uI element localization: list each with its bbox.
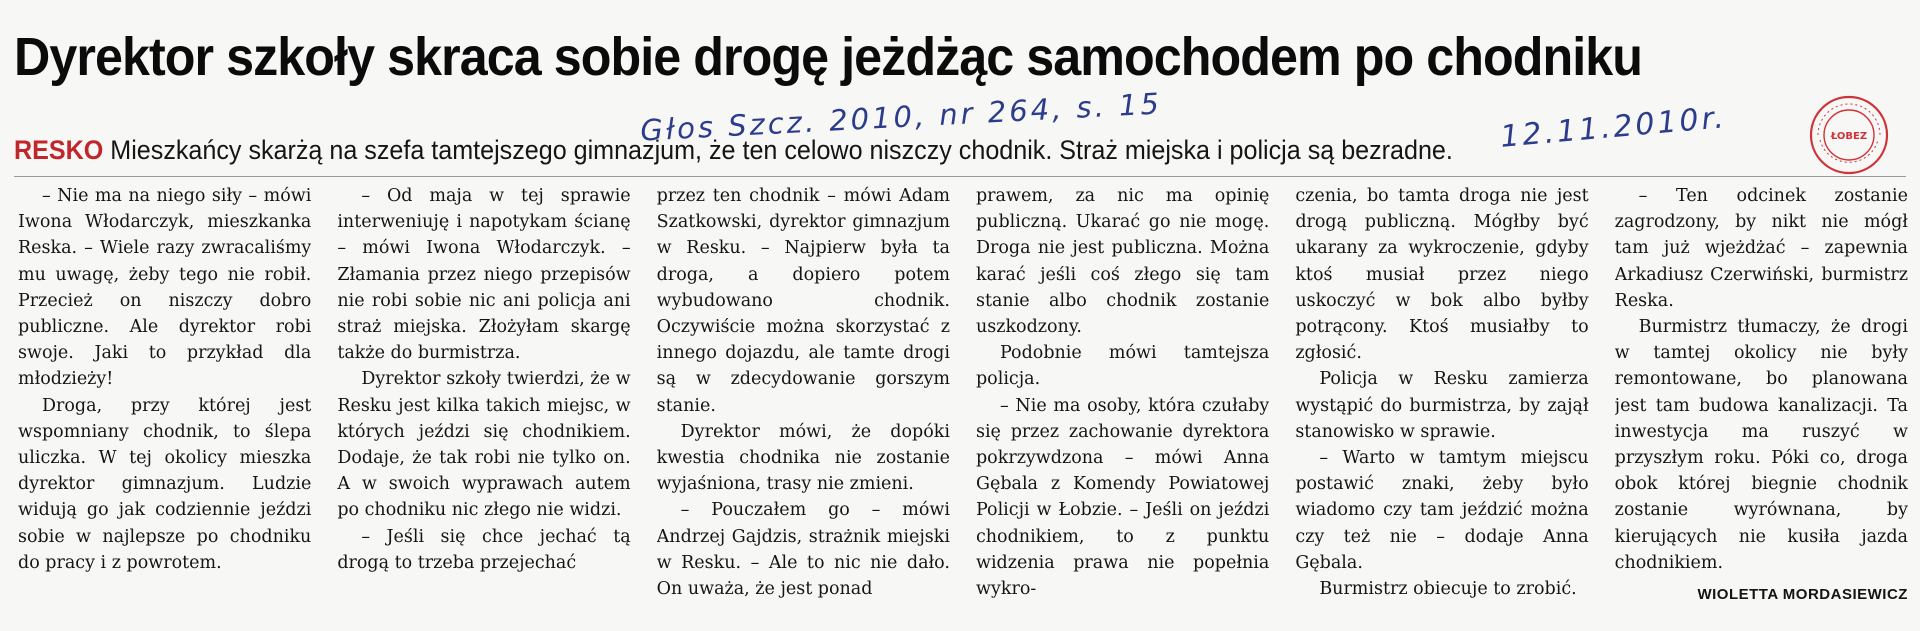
article-body bbox=[18, 183, 1908, 623]
article-paragraph: – Ten odcinek zostanie zagrodzony, by nikt nie mógł tam już wjeżdżać – zapewnia Arkadiusz Czerwiński, burmistrz Reska. bbox=[1614, 186, 1908, 311]
library-stamp-icon bbox=[1808, 94, 1890, 176]
article-paragraph: – Nie ma osoby, która czułaby się przez zachowanie dyrektora pokrzywdzona – mówi Anna Gębala z Komendy Powiatowej Policji w Łobzie. – Jeśli on jeździ chodnikiem, to z punktu widzenia prawa nie popełnia wykro- bbox=[975, 395, 1270, 600]
article-lede-text: Mieszkańcy skarżą na szefa tamtejszego gimnazjum, że ten celowo niszczy chodnik. Straż miejska i policja są bezradne. bbox=[110, 135, 1453, 165]
article-column-6 bbox=[1615, 183, 1908, 623]
stamp-label: ŁOBEZ bbox=[1830, 131, 1868, 142]
handwritten-source-note: Głos Szcz. 2010, nr 264, s. 15 bbox=[639, 86, 1163, 148]
article-paragraph: Policja w Resku zamierza wystąpić do burmistrza, by zajął stanowisko w sprawie. bbox=[1295, 369, 1589, 442]
article-paragraph: Burmistrz tłumaczy, że drogi w tamtej okolicy nie były remontowane, bo planowana jest tam budowa kanalizacji. Ta inwestycja ma ruszyć w przyszłym roku. Póki co, droga obok której biegnie chodnik zostanie wyrównana, by kierujących nie kusiła jazda chodnikiem. bbox=[1614, 317, 1908, 573]
article-paragraph: – Jeśli się chce jechać tą drogą to trzeba przejechać bbox=[337, 526, 631, 573]
article-headline: Dyrektor szkoły skraca sobie drogę jeżdżąc samochodem po chodniku bbox=[14, 27, 1643, 87]
divider bbox=[14, 176, 1906, 177]
article-paragraph: – Od maja w tej sprawie interweniuję i napotykam ścianę – mówi Iwona Włodarczyk. – Złamania przez niego przepisów nie robi sobie nic ani policja ani straż miejska. Złożyłam skargę także do burmistrza. bbox=[337, 186, 631, 364]
article-paragraph: prawem, za nic ma opinię publiczną. Ukarać go nie mogę. Droga nie jest publiczna. Można karać jeśli coś złego się tam stanie albo chodnik zostanie uszkodzony. bbox=[975, 186, 1270, 338]
article-column-1 bbox=[18, 183, 311, 623]
article-paragraph: przez ten chodnik – mówi Adam Szatkowski, dyrektor gimnazjum w Resku. – Najpierw była ta droga, a dopiero potem wybudowano chodnik. Oczywiście można skorzystać z innego dojazdu, ale tamte drogi są w zdecydowanie gorszym stanie. bbox=[656, 186, 950, 416]
article-paragraph: – Pouczałem go – mówi Andrzej Gajdzis, strażnik miejski w Resku. – Ale to nic nie dało. On uważa, że jest ponad bbox=[656, 500, 950, 600]
article-byline: WIOLETTA MORDASIEWICZ bbox=[1697, 586, 1908, 604]
article-column-5 bbox=[1295, 183, 1588, 623]
handwritten-date-note: 12.11.2010r. bbox=[1498, 100, 1728, 155]
article-paragraph: Dyrektor szkoły twierdzi, że w Resku jest kilka takich miejsc, w których jeździ się chodnikiem. Dodaje, że tak robi nie tylko on. A w swoich wyprawach autem po chodniku nic złego nie widzi. bbox=[337, 369, 631, 521]
article-column-2 bbox=[337, 183, 630, 623]
article-kicker: RESKO bbox=[14, 135, 104, 165]
article-paragraph: czenia, bo tamta droga nie jest drogą publiczną. Mógłby być ukarany za wykroczenie, gdyby ktoś musiał przez niego uskoczyć w bok albo byłby potrącony. Ktoś musiałby to zgłosić. bbox=[1295, 186, 1589, 364]
article-paragraph: – Warto w tamtym miejscu postawić znaki, żeby było wiadomo czy tam jeździć można czy też nie – dodaje Anna Gębala. bbox=[1295, 448, 1589, 573]
article-paragraph: Burmistrz obiecuje to zrobić. bbox=[1319, 579, 1577, 600]
article-column-3 bbox=[657, 183, 950, 623]
article-paragraph: Droga, przy której jest wspomniany chodnik, to ślepa uliczka. W tej okolicy mieszka dyrektor gimnazjum. Ludzie widują go jak codziennie jeździ sobie w najlepsze po chodniku do pracy i z powrotem. bbox=[18, 395, 312, 573]
article-paragraph: Dyrektor mówi, że dopóki kwestia chodnika nie zostanie wyjaśniona, trasy nie zmieni. bbox=[656, 421, 950, 495]
article-column-4 bbox=[976, 183, 1269, 623]
article-paragraph: Podobnie mówi tamtejsza policja. bbox=[975, 343, 1270, 390]
article-paragraph: – Nie ma na niego siły – mówi Iwona Włodarczyk, mieszkanka Reska. – Wiele razy zwracaliśmy mu uwagę, żeby tego nie robił. Przecież on niszczy dobro publiczne. Ale dyrektor robi swoje. Jaki to przykład dla młodzieży! bbox=[18, 186, 312, 390]
article-lede bbox=[14, 133, 1453, 167]
